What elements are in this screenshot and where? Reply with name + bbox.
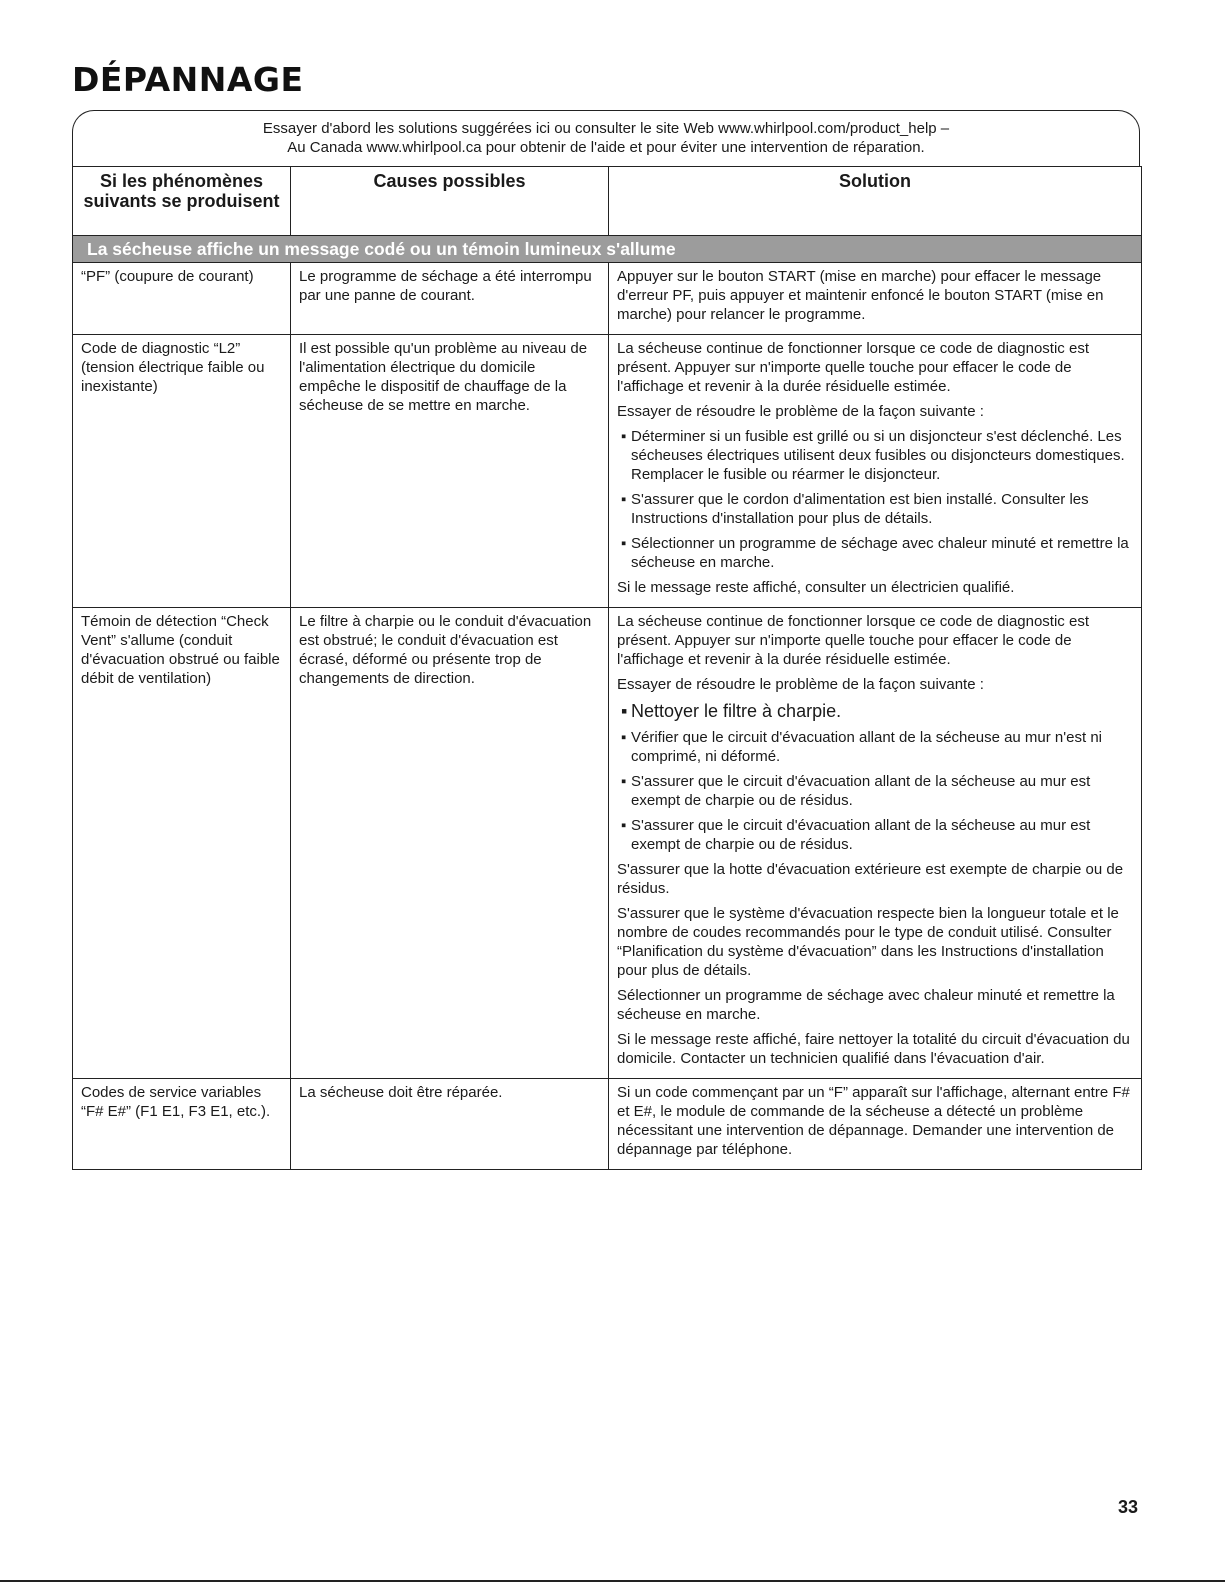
solution-bullet	[617, 816, 1133, 854]
solution-bullet	[617, 427, 1133, 484]
table-header-row	[73, 167, 1142, 236]
section-row	[73, 236, 1142, 263]
bullet-icon: ▪	[621, 773, 627, 790]
cause-cell: Il est possible qu'un problème au niveau de l'alimentation électrique du domicile empêche le dispositif de chauffage de la sécheuse de se mettre en marche.	[291, 335, 609, 608]
solution-paragraph: Si le message reste affiché, faire nettoyer la totalité du circuit d'évacuation du domicile. Contacter un technicien qualifié dans l'évacuation d'air.	[617, 1031, 1130, 1067]
solution-paragraph: Sélectionner un programme de séchage avec chaleur minuté et remettre la sécheuse en marche.	[617, 987, 1115, 1023]
page-title: DÉPANNAGE	[72, 60, 304, 99]
bullet-icon: ▪	[621, 428, 627, 445]
solution-paragraph: S'assurer que le système d'évacuation respecte bien la longueur totale et le nombre de coudes recommandés pour le type de conduit utilisé. Consulter “Planification du système d'évacuation” dans les Instructions d'installation pour plus de détails.	[617, 905, 1119, 979]
solution-paragraph: Si le message reste affiché, consulter un électricien qualifié.	[617, 579, 1015, 596]
solution-bullet-text: Déterminer si un fusible est grillé ou si un disjoncteur s'est déclenché. Les sécheuses électriques utilisent deux fusibles ou disjoncteurs domestiques. Remplacer le fusible ou réarmer le disjoncteur.	[631, 428, 1125, 483]
intro-line-1: Essayer d'abord les solutions suggérées ici ou consulter le site Web www.whirlpool.com/product_help –	[262, 120, 950, 137]
table-row	[73, 608, 1142, 1079]
solution-bullet-text: Vérifier que le circuit d'évacuation allant de la sécheuse au mur n'est ni comprimé, ni déformé.	[631, 729, 1102, 765]
bullet-icon: ▪	[621, 817, 627, 834]
table-row	[73, 263, 1142, 335]
solution-bullet	[617, 728, 1133, 766]
solution-paragraph: Appuyer sur le bouton START (mise en marche) pour effacer le message d'erreur PF, puis appuyer et maintenir enfoncé le bouton START (mise en marche) pour relancer le programme.	[617, 268, 1104, 323]
bullet-icon: ▪	[621, 535, 627, 552]
solution-bullet-text: S'assurer que le cordon d'alimentation est bien installé. Consulter les Instructions d'installation pour plus de détails.	[631, 491, 1089, 527]
intro-line-2: Au Canada www.whirlpool.ca pour obtenir de l'aide et pour éviter une intervention de réparation.	[287, 139, 925, 156]
table-row	[73, 1079, 1142, 1170]
solution-bullet-text: Sélectionner un programme de séchage avec chaleur minuté et remettre la sécheuse en marche.	[631, 535, 1129, 571]
solution-bullet	[617, 490, 1133, 528]
troubleshooting-table	[72, 166, 1142, 1170]
solution-cell	[609, 335, 1142, 608]
problem-cell: Témoin de détection “Check Vent” s'allume (conduit d'évacuation obstrué ou faible débit de ventilation)	[73, 608, 291, 1079]
bottom-rule	[0, 1580, 1225, 1582]
solution-cell	[609, 608, 1142, 1079]
solution-paragraph: La sécheuse continue de fonctionner lorsque ce code de diagnostic est présent. Appuyer sur n'importe quelle touche pour effacer le code de l'affichage et revenir à la durée résiduelle estimée.	[617, 613, 1089, 668]
cause-cell: Le programme de séchage a été interrompu par une panne de courant.	[291, 263, 609, 335]
solution-bullet-text: S'assurer que le circuit d'évacuation allant de la sécheuse au mur est exempt de charpie ou de résidus.	[631, 773, 1091, 809]
solution-bullet-text: S'assurer que le circuit d'évacuation allant de la sécheuse au mur est exempt de charpie ou de résidus.	[631, 817, 1091, 853]
table-row	[73, 335, 1142, 608]
bullet-icon: ▪	[621, 491, 627, 508]
bullet-icon: ▪	[621, 729, 627, 746]
problem-cell: “PF” (coupure de courant)	[73, 263, 291, 335]
header-problem: Si les phénomènes suivants se produisent	[73, 167, 291, 236]
solution-paragraph: Si un code commençant par un “F” apparaît sur l'affichage, alternant entre F# et E#, le module de commande de la sécheuse a détecté un problème nécessitant une intervention de dépannage. Demander une intervention de dépannage par téléphone.	[617, 1084, 1130, 1158]
problem-cell: Codes de service variables “F# E#” (F1 E1, F3 E1, etc.).	[73, 1079, 291, 1170]
page-number: 33	[1118, 1497, 1139, 1517]
solution-paragraph: S'assurer que la hotte d'évacuation extérieure est exempte de charpie ou de résidus.	[617, 861, 1124, 897]
solution-paragraph: La sécheuse continue de fonctionner lorsque ce code de diagnostic est présent. Appuyer sur n'importe quelle touche pour effacer le code de l'affichage et revenir à la durée résiduelle estimée.	[617, 340, 1089, 395]
header-solution: Solution	[609, 167, 1142, 236]
cause-cell: Le filtre à charpie ou le conduit d'évacuation est obstrué; le conduit d'évacuation est écrasé, déformé ou présente trop de changements de direction.	[291, 608, 609, 1079]
solution-bullet	[617, 534, 1133, 572]
solution-bullet	[617, 700, 1133, 722]
solution-cell	[609, 263, 1142, 335]
section-title: La sécheuse affiche un message codé ou un témoin lumineux s'allume	[73, 236, 1142, 263]
solution-bullet	[617, 772, 1133, 810]
solution-paragraph: Essayer de résoudre le problème de la façon suivante :	[617, 403, 984, 420]
bullet-icon: ▪	[621, 701, 628, 721]
solution-bullet-text: Nettoyer le filtre à charpie.	[631, 701, 842, 721]
problem-cell: Code de diagnostic “L2” (tension électrique faible ou inexistante)	[73, 335, 291, 608]
intro-box	[72, 110, 1140, 166]
solution-cell	[609, 1079, 1142, 1170]
header-causes: Causes possibles	[291, 167, 609, 236]
solution-paragraph: Essayer de résoudre le problème de la façon suivante :	[617, 676, 984, 693]
cause-cell: La sécheuse doit être réparée.	[291, 1079, 609, 1170]
